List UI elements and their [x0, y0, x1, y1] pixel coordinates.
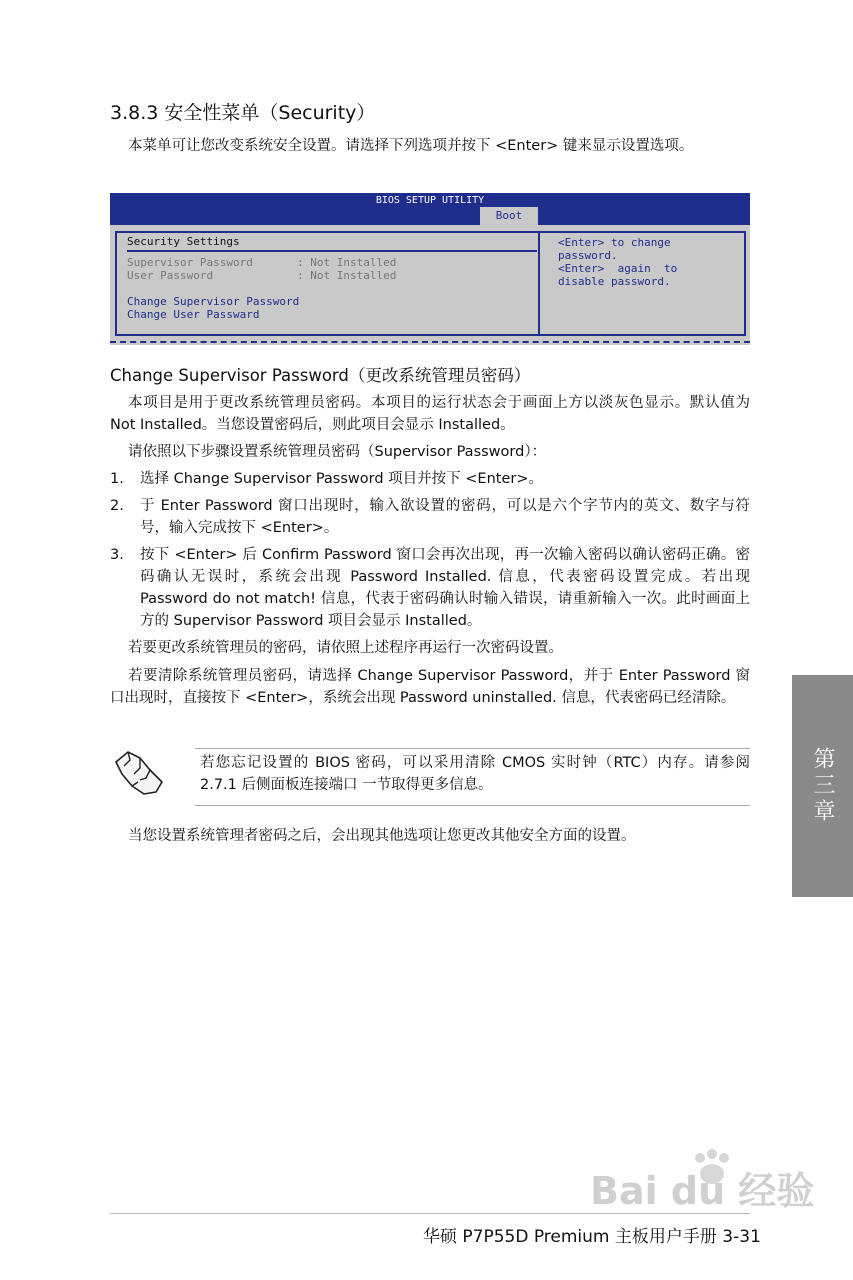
- step-number: 1.: [110, 471, 124, 487]
- step-text: 选择 Change Supervisor Password 项目并按下 <Enter>。: [140, 471, 543, 487]
- bios-help-line: <Enter> again to: [558, 262, 678, 275]
- subsection-paragraph: 本项目是用于更改系统管理员密码。本项目的运行状态会于画面上方以淡灰色显示。默认值为 Not Installed。当您设置密码后，则此项目会显示 Installed。: [110, 395, 750, 433]
- section-title: 3.8.3 安全性菜单（Security）: [110, 102, 376, 124]
- step-number: 2.: [110, 498, 124, 514]
- bios-settings-panel: [115, 231, 540, 336]
- bios-tab-boot[interactable]: Boot: [480, 207, 538, 225]
- step-number: 3.: [110, 547, 124, 563]
- page-footer: 华硕 P7P55D Premium 主板用户手册 3-31: [423, 1227, 761, 1247]
- change-password-paragraph: 若要更改系统管理员的密码，请依照上述程序再运行一次密码设置。: [128, 640, 563, 656]
- bios-help-line: <Enter> to change: [558, 236, 671, 249]
- bios-link-change-user[interactable]: Change User Passward: [127, 308, 260, 321]
- list-item: [110, 544, 750, 632]
- chapter-tab: [792, 675, 853, 897]
- list-item: [110, 468, 750, 490]
- intro-paragraph: 本菜单可让您改变系统安全设置。请选择下列选项并按下 <Enter> 键来显示设置选项。: [128, 138, 694, 154]
- step-text: 按下 <Enter> 后 Confirm Password 窗口会再次出现，再一次输入密码以确认密码正确。密码确认无误时，系统会出现 Password Installed. 信息，代表密码设置完成。若出现 Password do not match! 信息，代表于密码确认时输入错误，请重新输入一次。此时画面上方的 Supervisor Password 项目会显示 Installed。: [140, 547, 750, 629]
- bios-divider: [127, 250, 537, 252]
- bios-screenshot: [110, 193, 750, 345]
- step-text: 于 Enter Password 窗口出现时，输入欲设置的密码，可以是六个字节内的英文、数字与符号，输入完成按下 <Enter>。: [140, 498, 750, 536]
- bios-row-value: : Not Installed: [297, 256, 397, 269]
- bios-help-line: password.: [558, 249, 618, 262]
- chapter-label: 第三章: [810, 747, 835, 825]
- bios-row-label: Supervisor Password: [127, 256, 253, 269]
- bios-help-panel: [540, 231, 746, 336]
- bios-dashed-border: [110, 341, 750, 343]
- pointing-hand-icon: [110, 748, 166, 800]
- bios-panel-heading: Security Settings: [127, 235, 240, 248]
- steps-list: [110, 468, 750, 637]
- closing-paragraph: 当您设置系统管理者密码之后，会出现其他选项让您更改其他安全方面的设置。: [128, 828, 636, 844]
- bios-help-line: disable password.: [558, 275, 671, 288]
- footer-divider: [110, 1213, 750, 1214]
- bios-link-change-supervisor[interactable]: Change Supervisor Password: [127, 295, 300, 308]
- subsection-title: Change Supervisor Password（更改系统管理员密码）: [110, 366, 531, 385]
- note-text: 若您忘记设置的 BIOS 密码，可以采用清除 CMOS 实时钟（RTC）内存。请参阅 2.7.1 后侧面板连接端口 一节取得更多信息。: [200, 755, 750, 793]
- bios-title-bar: [110, 193, 750, 225]
- bios-title: BIOS SETUP UTILITY: [375, 195, 485, 206]
- bios-row-label: User Password: [127, 269, 214, 282]
- watermark: Bai du 经验: [590, 1169, 815, 1213]
- clear-password-paragraph: 若要清除系统管理员密码，请选择 Change Supervisor Password，并于 Enter Password 窗口出现时，直接按下 <Enter>，系统会出现 Password uninstalled. 信息，代表密码已经清除。: [110, 668, 750, 706]
- note-divider-top: [195, 748, 750, 749]
- bios-row-value: : Not Installed: [297, 269, 397, 282]
- note-divider-bottom: [195, 805, 750, 806]
- steps-intro: 请依照以下步骤设置系统管理员密码（Supervisor Password）：: [128, 444, 547, 460]
- list-item: [110, 495, 750, 539]
